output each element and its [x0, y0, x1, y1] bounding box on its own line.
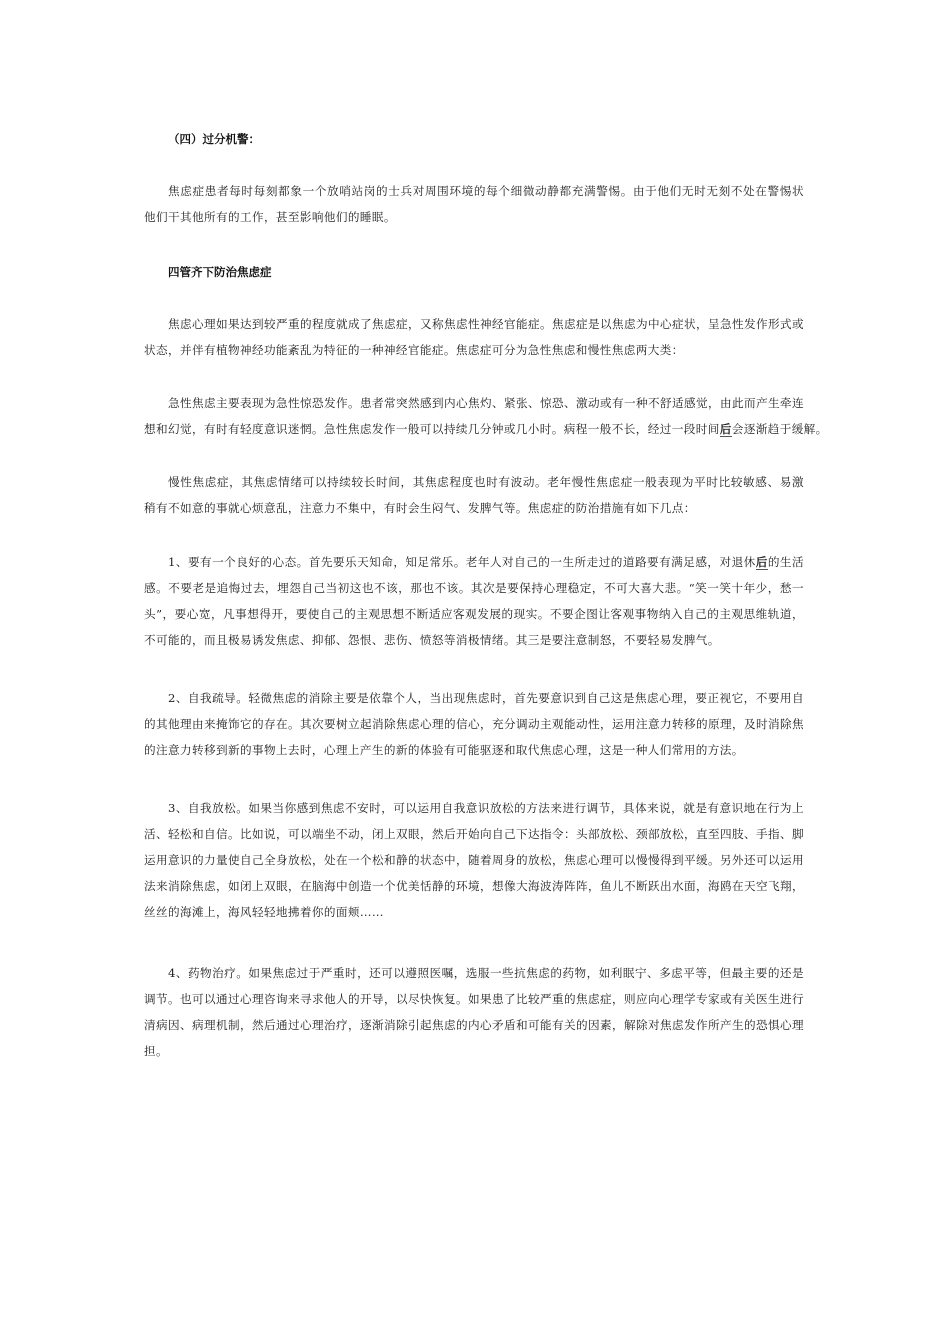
paragraph-acute-anxiety [144, 390, 828, 442]
text-line: 焦虑症患者每时每刻都象一个放哨站岗的士兵对周围环境的每个细微动静都充满警惕。由于他们无时无刻不处在警惕状 [168, 184, 804, 198]
text-line: 的其他理由来掩饰它的存在。其次要树立起消除焦虑心理的信心，充分调动主观能动性，运用注意力转移的原理，及时消除焦 [144, 717, 804, 731]
paragraph-alertness [144, 178, 804, 230]
highlighted-link-text[interactable]: 后 [755, 555, 768, 569]
text-line: 的注意力转移到新的事物上去时，心理上产生的新的体验有可能驱逐和取代焦虑心理，这是一种人们常用的方法。 [144, 743, 744, 757]
highlighted-link-text[interactable]: 后 [719, 422, 732, 436]
text-line: 活、轻松和自信。比如说，可以端坐不动，闭上双眼，然后开始向自己下达指令：头部放松、颈部放松，直至四肢、手指、脚 [144, 827, 804, 841]
text-line: 法来消除焦虑，如闭上双眼，在脑海中创造一个优美恬静的环境，想像大海波涛阵阵，鱼儿不断跃出水面，海鸥在天空飞翔， [144, 879, 804, 893]
text-line: 担。 [144, 1044, 168, 1058]
text-line: 状态，并伴有植物神经功能紊乱为特征的一种神经官能症。焦虑症可分为急性焦虑和慢性焦虑两大类： [144, 343, 684, 357]
text-line: 3、自我放松。如果当你感到焦虑不安时，可以运用自我意识放松的方法来进行调节，具体来说，就是有意识地在行为上 [168, 801, 804, 815]
paragraph-self-guidance [144, 685, 804, 763]
text-line: 2、自我疏导。轻微焦虑的消除主要是依靠个人，当出现焦虑时，首先要意识到自己这是焦虑心理，要正视它，不要用自 [168, 691, 804, 705]
text-line: 急性焦虑主要表现为急性惊恐发作。患者常突然感到内心焦灼、紧张、惊恐、激动或有一种不舒适感觉，由此而产生牵连 [168, 396, 804, 410]
paragraph-medication [144, 960, 804, 1064]
paragraph-definition [144, 311, 804, 363]
text-segment: 会逐渐趋于缓解。 [731, 422, 828, 436]
paragraph-good-mindset [144, 549, 804, 653]
text-line: 感。不要老是追悔过去，埋怨自己当初这也不该，那也不该。其次是要保持心理稳定，不可大喜大悲。“笑一笑十年少，愁一 [144, 581, 804, 595]
text-line: 不可能的，而且极易诱发焦虑、抑郁、怨恨、悲伤、愤怒等消极情绪。其三是要注意制怒，不要轻易发脾气。 [144, 633, 720, 647]
text-segment: 想和幻觉，有时有轻度意识迷惘。急性焦虑发作一般可以持续几分钟或几小时。病程一般不长，经过一段时间 [144, 422, 720, 436]
text-line: 头”，要心宽，凡事想得开，要使自己的主观思想不断适应客观发展的现实。不要企图让客观事物纳入自己的主观思维轨道， [144, 607, 804, 621]
text-line: 运用意识的力量使自己全身放松，处在一个松和静的状态中，随着周身的放松，焦虑心理可以慢慢得到平缓。另外还可以运用 [144, 853, 804, 867]
text-line: 稍有不如意的事就心烦意乱，注意力不集中，有时会生闷气、发脾气等。焦虑症的防治措施有如下几点： [144, 501, 696, 515]
text-line: 他们干其他所有的工作，甚至影响他们的睡眠。 [144, 210, 396, 224]
text-line [144, 549, 804, 575]
text-line: 焦虑心理如果达到较严重的程度就成了焦虑症，又称焦虑性神经官能症。焦虑症是以焦虑为中心症状，呈急性发作形式或 [168, 317, 804, 331]
paragraph-self-relaxation [144, 795, 804, 925]
text-line [144, 416, 828, 442]
text-line: 调节。也可以通过心理咨询来寻求他人的开导，以尽快恢复。如果患了比较严重的焦虑症，则应向心理学专家或有关医生进行 [144, 992, 804, 1006]
section-title: 四管齐下防治焦虑症 [168, 265, 272, 279]
paragraph-chronic-anxiety [144, 469, 804, 521]
text-line: 慢性焦虑症，其焦虑情绪可以持续较长时间，其焦虑程度也时有波动。老年慢性焦虑症一般表现为平时比较敏感、易激 [168, 475, 804, 489]
text-line: 丝丝的海滩上，海风轻轻地拂着你的面颊…… [144, 905, 384, 919]
subheading-excessive-alertness: （四）过分机警： [168, 132, 260, 146]
text-segment: 的生活 [767, 555, 804, 569]
text-segment: 1、要有一个良好的心态。首先要乐天知命，知足常乐。老年人对自己的一生所走过的道路要有满足感，对退休 [168, 555, 756, 569]
text-line: 清病因、病理机制，然后通过心理治疗，逐渐消除引起焦虑的内心矛盾和可能有关的因素，解除对焦虑发作所产生的恐惧心理 [144, 1018, 804, 1032]
text-line: 4、药物治疗。如果焦虑过于严重时，还可以遵照医嘱，选服一些抗焦虑的药物，如利眠宁、多虑平等，但最主要的还是 [168, 966, 804, 980]
